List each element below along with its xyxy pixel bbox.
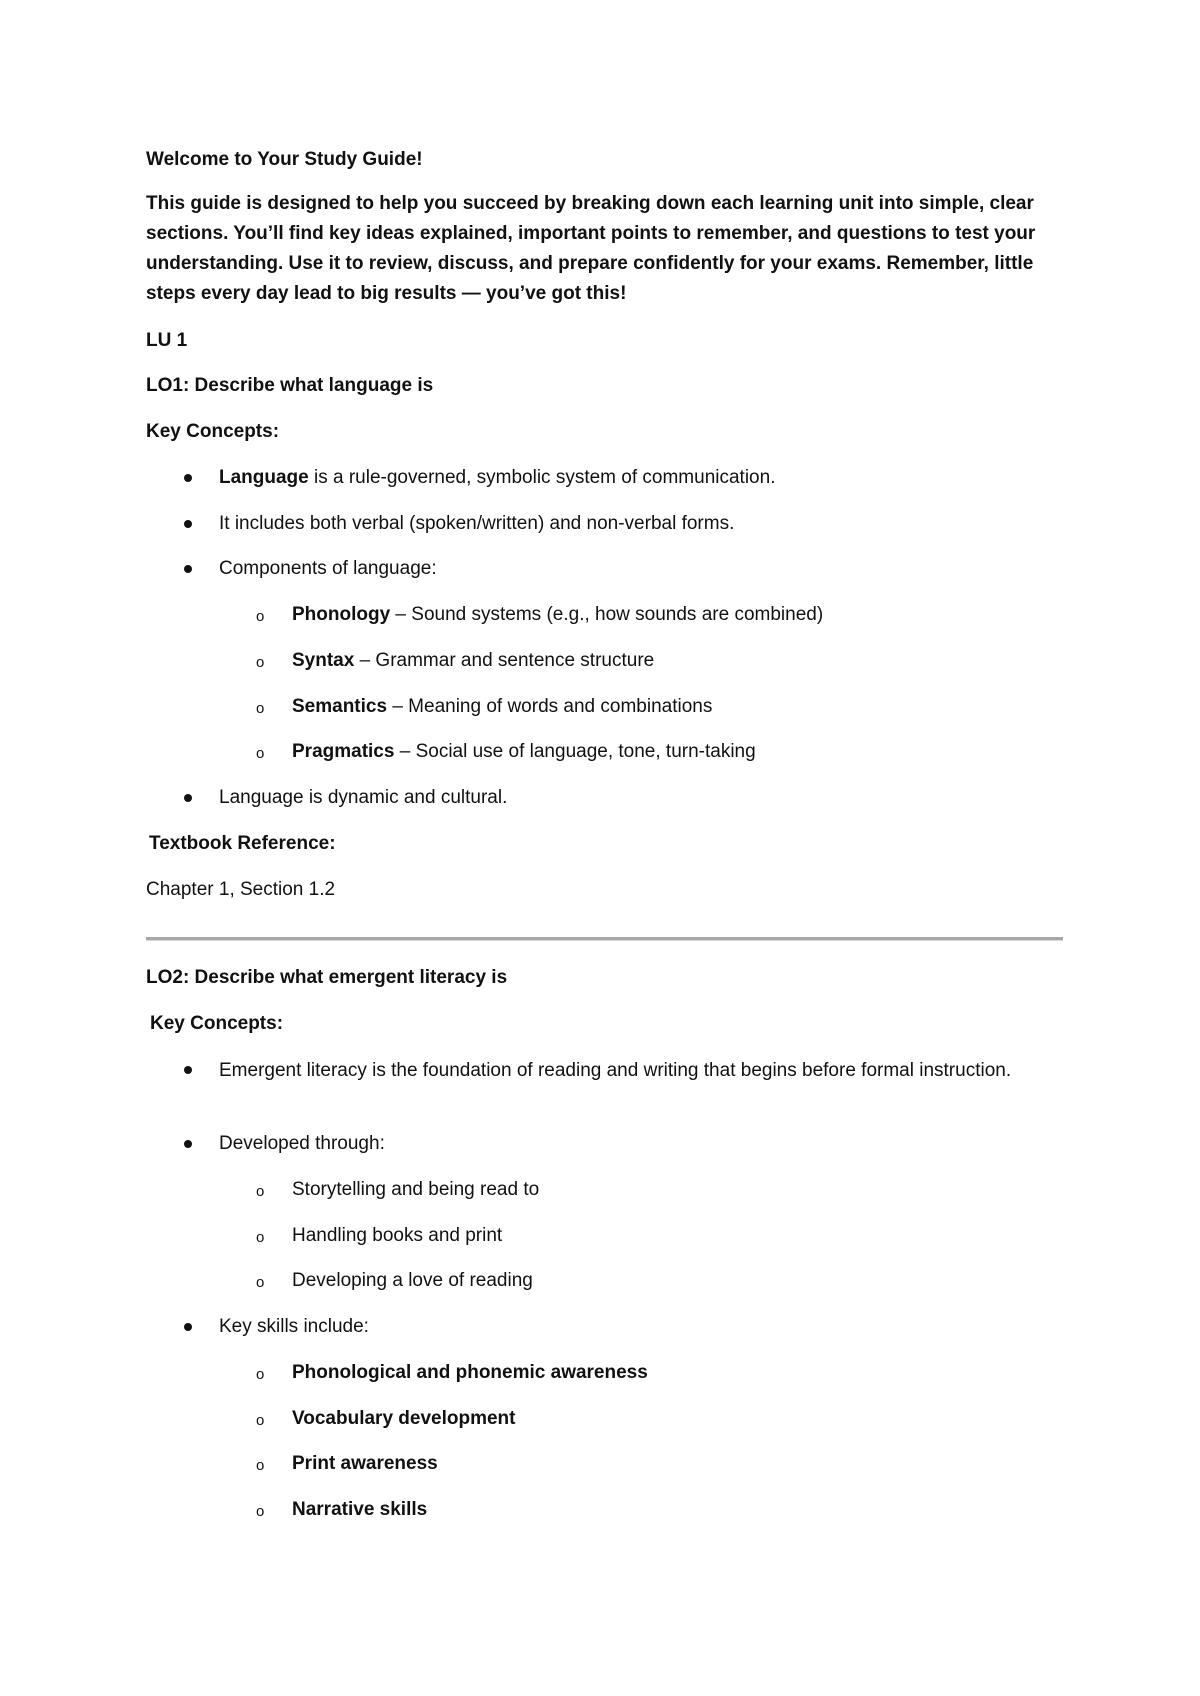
component-desc: – Sound systems (e.g., how sounds are combined) [390,604,824,625]
lo2-bullet-skills: Key skills include: [219,1316,369,1337]
textbook-ref: Chapter 1, Section 1.2 [146,879,336,900]
lu-heading: LU 1 [146,330,188,351]
lo1-bullet-dynamic: Language is dynamic and cultural. [219,787,508,808]
component-item [292,649,654,673]
component-item [292,695,712,719]
bullet-icon [184,1323,192,1331]
bullet-icon [184,565,192,573]
bullet-icon [184,520,192,528]
sub-bullet-icon: o [256,1457,265,1474]
welcome-title: Welcome to Your Study Guide! [146,149,423,170]
sub-bullet-icon: o [256,1503,265,1520]
sub-bullet-icon: o [256,700,265,717]
component-term: Pragmatics [292,741,395,762]
component-term: Syntax [292,650,355,671]
lo2-bullet-developed: Developed through: [219,1133,385,1154]
developed-item: Developing a love of reading [292,1270,533,1291]
skill-item: Print awareness [292,1453,438,1474]
lo2-heading: LO2: Describe what emergent literacy is [146,967,508,988]
component-desc: – Grammar and sentence structure [354,650,655,671]
skill-item: Vocabulary development [292,1408,516,1429]
component-item [292,603,823,627]
bullet-icon [184,1066,192,1074]
lo1-bullet-verbal: It includes both verbal (spoken/written) and non-verbal forms. [219,513,735,534]
lo1-bullet-components: Components of language: [219,558,437,579]
sub-bullet-icon: o [256,608,265,625]
textbook-label: Textbook Reference: [149,833,336,854]
lo1-bullet-language [219,466,775,490]
skill-item: Narrative skills [292,1499,428,1520]
lo2-key-concepts-label: Key Concepts: [150,1013,284,1034]
component-desc: – Social use of language, tone, turn-taking [394,741,756,762]
skill-item: Phonological and phonemic awareness [292,1362,648,1383]
developed-item: Handling books and print [292,1225,503,1246]
intro-paragraph: This guide is designed to help you succeed by breaking down each learning unit into simple, clear sections. You’ll find key ideas explained, important points to remember, and questions to test your understanding. Use it to review, discuss, and prepare confidently for your exams. Remember, little steps every day lead to big results — you’ve got this! [146,193,1036,304]
component-item [292,740,756,764]
lo1-key-concepts-label: Key Concepts: [146,421,280,442]
bullet-icon [184,794,192,802]
lo2-bullet-emergent: Emergent literacy is the foundation of reading and writing that begins before formal instruction. [219,1060,1012,1081]
component-desc: – Meaning of words and combinations [387,696,713,717]
sub-bullet-icon: o [256,1274,265,1291]
sub-bullet-icon: o [256,1183,265,1200]
bullet-icon [184,474,192,482]
sub-bullet-icon: o [256,1412,265,1429]
component-term: Semantics [292,696,388,717]
sub-bullet-icon: o [256,654,265,671]
section-divider [146,937,1063,941]
sub-bullet-icon: o [256,745,265,762]
lo1-heading: LO1: Describe what language is [146,375,434,396]
lo1-bullet-language-rest: is a rule-governed, symbolic system of communication. [308,467,776,488]
lo1-bullet-language-term: Language [219,467,309,488]
component-term: Phonology [292,604,391,625]
sub-bullet-icon: o [256,1229,265,1246]
bullet-icon [184,1140,192,1148]
sub-bullet-icon: o [256,1366,265,1383]
developed-item: Storytelling and being read to [292,1179,540,1200]
